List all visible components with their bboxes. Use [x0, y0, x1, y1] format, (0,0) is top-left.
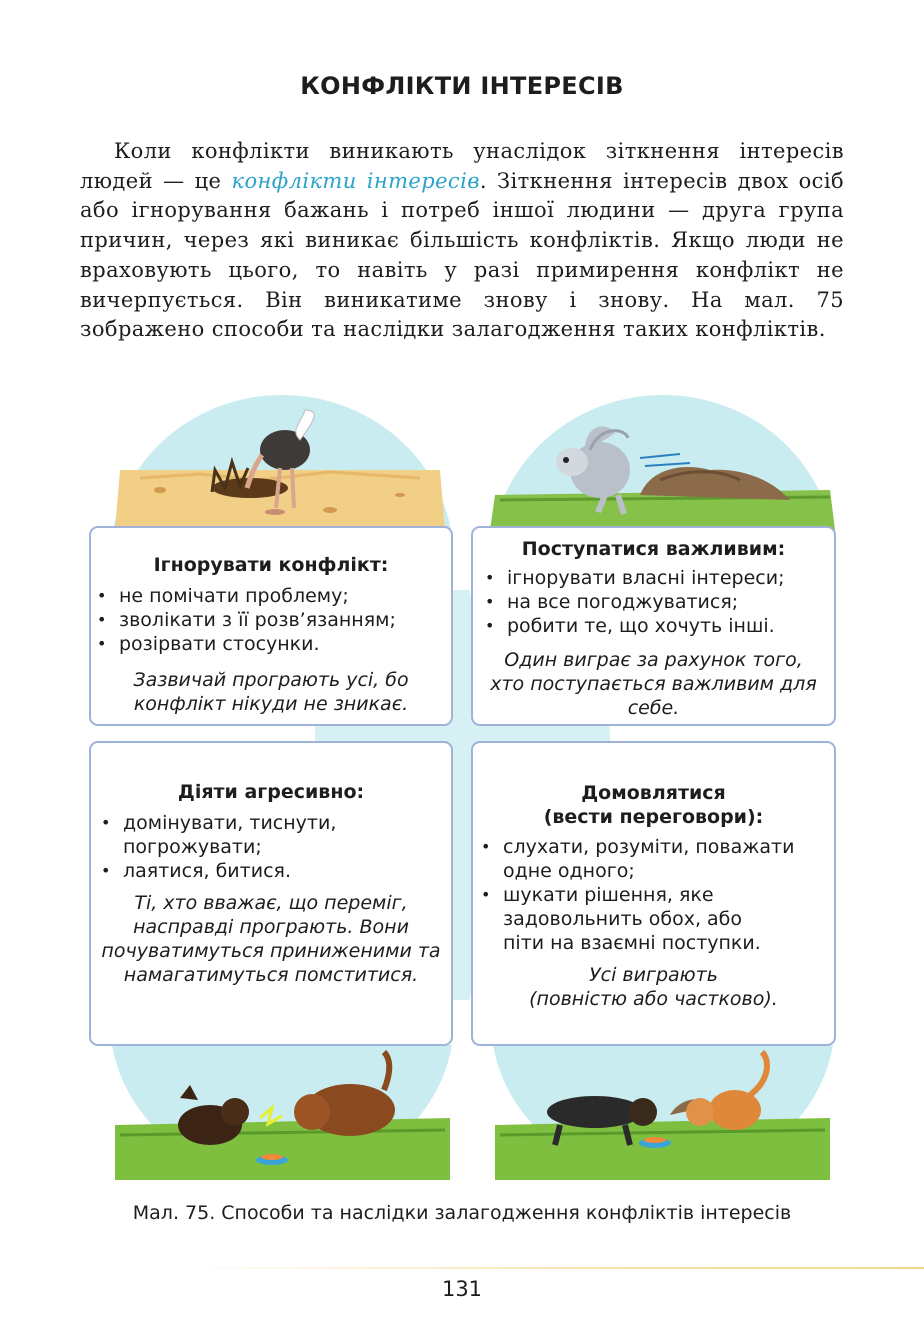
- card-title: Ігнорувати конфлікт:: [153, 554, 389, 576]
- paragraph-end: . Зіткнення інтересів двох осіб або ігнорування бажань і потреб іншої людини — друга група причин, через які виникає більшість конфліктів. Якщо люди не враховують цього, то навіть у разі примирення конфлікт не вичерпується. Він виникатиме знову і знову. На мал. 75 зображено способи та наслідки залагодження таких конфліктів.: [80, 168, 844, 342]
- card-outcome: Усі виграють: [589, 964, 718, 986]
- page-number: 131: [441, 1277, 483, 1301]
- list-item: • на все погоджуватися;: [479, 590, 834, 614]
- list-item: • не помічати проблему;: [91, 584, 451, 608]
- list-item: • домінувати, тиснути, погрожувати;: [95, 811, 451, 859]
- card-subtitle: (вести переговори):: [543, 806, 764, 828]
- card-outcome: Один виграє за рахунок того, хто поступається важливим для себе.: [490, 649, 817, 719]
- list-item: • ігнорувати власні інтереси;: [479, 566, 834, 590]
- card-list: [473, 566, 834, 638]
- figure-caption: Мал. 75. Способи та наслідки залагодження конфліктів інтересів: [132, 1202, 792, 1224]
- list-item: • лаятися, битися.: [95, 859, 451, 883]
- paragraph-start: Коли конфлікти виникають унаслідок зіткнення інтересів людей — це: [80, 139, 844, 193]
- card-list: [473, 835, 834, 955]
- list-item: • слухати, розуміти, поважати одне одного;: [475, 835, 834, 883]
- list-item: • робити те, що хочуть інші.: [479, 614, 834, 638]
- card-yield-important: [471, 526, 836, 726]
- card-act-aggressively: [89, 741, 453, 1046]
- card-ignore-conflict: [89, 526, 453, 726]
- card-outcome: Ті, хто вважає, що переміг, насправді програють. Вони почуватимуться приниженими та намагатимуться помститися.: [101, 892, 441, 986]
- card-title: Домовлятися: [581, 782, 726, 804]
- key-term: конфлікти інтересів: [231, 168, 480, 193]
- list-item: • розірвати стосунки.: [91, 632, 451, 656]
- section-heading: КОНФЛІКТИ ІНТЕРЕСІВ: [300, 72, 624, 100]
- card-list: [91, 584, 451, 656]
- list-item: • зволікати з її розв’язанням;: [91, 608, 451, 632]
- list-item: • шукати рішення, яке задовольнить обох, або піти на взаємні поступки.: [475, 883, 834, 955]
- card-list: [91, 811, 451, 883]
- card-negotiate: [471, 741, 836, 1046]
- card-title: Поступатися важливим:: [521, 538, 786, 560]
- card-outcome: Зазвичай програють усі, бо конфлікт нікуди не зникає.: [133, 669, 409, 715]
- page-divider: [180, 1267, 924, 1269]
- card-title: Діяти агресивно:: [177, 781, 365, 803]
- card-outcome-detail: (повністю або частково).: [529, 988, 778, 1010]
